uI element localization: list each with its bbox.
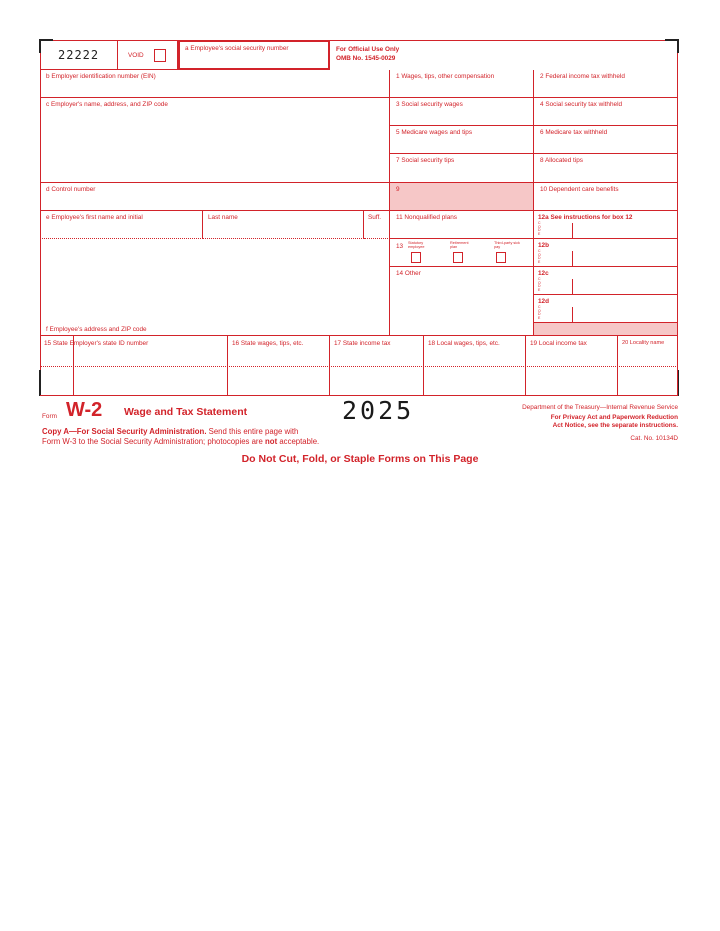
omb-number: OMB No. 1545-0029	[336, 55, 396, 62]
box-4-label: 4 Social security tax withheld	[540, 101, 623, 108]
statutory-label: Statutory employee	[408, 241, 425, 249]
void-checkbox[interactable]	[154, 49, 166, 62]
tax-year: 2025	[342, 396, 415, 425]
box-20-label: 20 Locality name	[622, 340, 665, 346]
box-e-last[interactable]	[203, 211, 364, 239]
box-12d[interactable]	[534, 295, 678, 323]
form-title: Wage and Tax Statement	[124, 406, 248, 418]
code-side-label: C O D E	[538, 249, 541, 264]
box-c-label: c Employer's name, address, and ZIP code	[46, 101, 168, 108]
box-8[interactable]	[534, 154, 678, 183]
box-7-label: 7 Social security tips	[396, 157, 455, 164]
box-14-label: 14 Other	[396, 270, 421, 277]
ssn-label: a Employee's social security number	[185, 45, 289, 52]
box-1[interactable]	[390, 70, 534, 98]
box-c[interactable]	[40, 98, 390, 183]
retirement-label: Retirement plan	[450, 241, 469, 249]
box-12a-label: 12a See instructions for box 12	[538, 214, 633, 221]
box-3[interactable]	[390, 98, 534, 126]
box-e-suff-label: Suff.	[368, 214, 382, 221]
box-18-label: 18 Local wages, tips, etc.	[428, 340, 500, 347]
catalog-number: Cat. No. 10134D	[630, 434, 678, 442]
w2-form	[40, 40, 678, 396]
box-14[interactable]	[390, 267, 534, 336]
ssn-box[interactable]	[178, 40, 330, 70]
box-15-label: 15 State Employer's state ID number	[44, 340, 149, 347]
void-label: VOID	[128, 52, 144, 59]
official-use	[336, 46, 399, 62]
box-b[interactable]	[40, 70, 390, 98]
box-e-first[interactable]	[40, 211, 203, 239]
treasury-dept: Department of the Treasury—Internal Revenue Service	[522, 404, 678, 411]
box-d-label: d Control number	[46, 186, 96, 193]
box-f-label: f Employee's address and ZIP code	[46, 326, 147, 333]
box-2-label: 2 Federal income tax withheld	[540, 73, 625, 80]
box-5[interactable]	[390, 126, 534, 154]
box-9-label: 9	[396, 186, 400, 193]
box-10[interactable]	[534, 183, 678, 211]
code-divider	[572, 251, 573, 266]
box-f[interactable]	[40, 239, 390, 336]
code-side-label: C O D E	[538, 305, 541, 320]
box-8-label: 8 Allocated tips	[540, 157, 583, 164]
control-code-box	[40, 40, 118, 70]
box-12d-label: 12d	[538, 298, 550, 305]
box-b-label: b Employer identification number (EIN)	[46, 73, 156, 80]
box-4[interactable]	[534, 98, 678, 126]
official-use-label: For Official Use Only	[336, 46, 400, 53]
box-17-label: 17 State income tax	[334, 340, 391, 347]
copy-line2-not: not	[265, 437, 278, 446]
box-12a[interactable]	[534, 211, 678, 239]
box-12b[interactable]	[534, 239, 678, 267]
box-6[interactable]	[534, 126, 678, 154]
privacy-line-1: For Privacy Act and Paperwork Reduction	[550, 413, 678, 421]
box-e-last-label: Last name	[208, 214, 238, 221]
box-19-label: 19 Local income tax	[530, 340, 587, 347]
copy-rest: Send this entire page with	[206, 427, 299, 436]
statutory-checkbox[interactable]	[411, 252, 421, 263]
box-3-label: 3 Social security wages	[396, 101, 463, 108]
code-side-label: C O D E	[538, 221, 541, 236]
box-9	[390, 183, 534, 211]
control-code: 22222	[58, 48, 100, 62]
copy-line2-b: acceptable.	[277, 437, 320, 446]
privacy-line-2: Act Notice, see the separate instructions.	[552, 422, 678, 429]
box-10-label: 10 Dependent care benefits	[540, 186, 619, 193]
form-word: Form	[42, 413, 57, 420]
box-e-first-label: e Employee's first name and initial	[46, 214, 143, 221]
retirement-checkbox[interactable]	[453, 252, 463, 263]
box-6-label: 6 Medicare tax withheld	[540, 129, 608, 136]
copy-bold: Copy A—For Social Security Administration.	[42, 427, 207, 436]
box-5-label: 5 Medicare wages and tips	[396, 129, 473, 136]
thirdparty-label: Third-party sick pay	[494, 241, 520, 249]
box-12c-label: 12c	[538, 270, 549, 277]
state-row-divider	[40, 366, 678, 367]
code-divider	[572, 307, 573, 322]
box-7[interactable]	[390, 154, 534, 183]
privacy-block	[522, 404, 678, 443]
box-13-label: 13	[396, 243, 404, 250]
box-13	[390, 239, 534, 267]
box-11[interactable]	[390, 211, 534, 239]
box-12c[interactable]	[534, 267, 678, 295]
box-16-label: 16 State wages, tips, etc.	[232, 340, 304, 347]
copy-notice	[42, 427, 319, 447]
code-divider	[572, 223, 573, 238]
box-12b-label: 12b	[538, 242, 550, 249]
box-11-label: 11 Nonqualified plans	[396, 214, 457, 221]
void-box	[118, 40, 178, 70]
box-12-shaded	[534, 323, 678, 336]
box-1-label: 1 Wages, tips, other compensation	[396, 73, 495, 80]
thirdparty-checkbox[interactable]	[496, 252, 506, 263]
box-d[interactable]	[40, 183, 390, 211]
code-divider	[572, 279, 573, 294]
box-e-suff[interactable]	[364, 211, 390, 239]
corner-mark	[665, 39, 679, 53]
code-side-label: C O D E	[538, 277, 541, 292]
box-2[interactable]	[534, 70, 678, 98]
warning-text: Do Not Cut, Fold, or Staple Forms on This Page	[241, 453, 479, 465]
copy-line2-a: Form W-3 to the Social Security Administration; photocopies are	[42, 437, 266, 446]
form-name: W-2	[66, 399, 103, 421]
